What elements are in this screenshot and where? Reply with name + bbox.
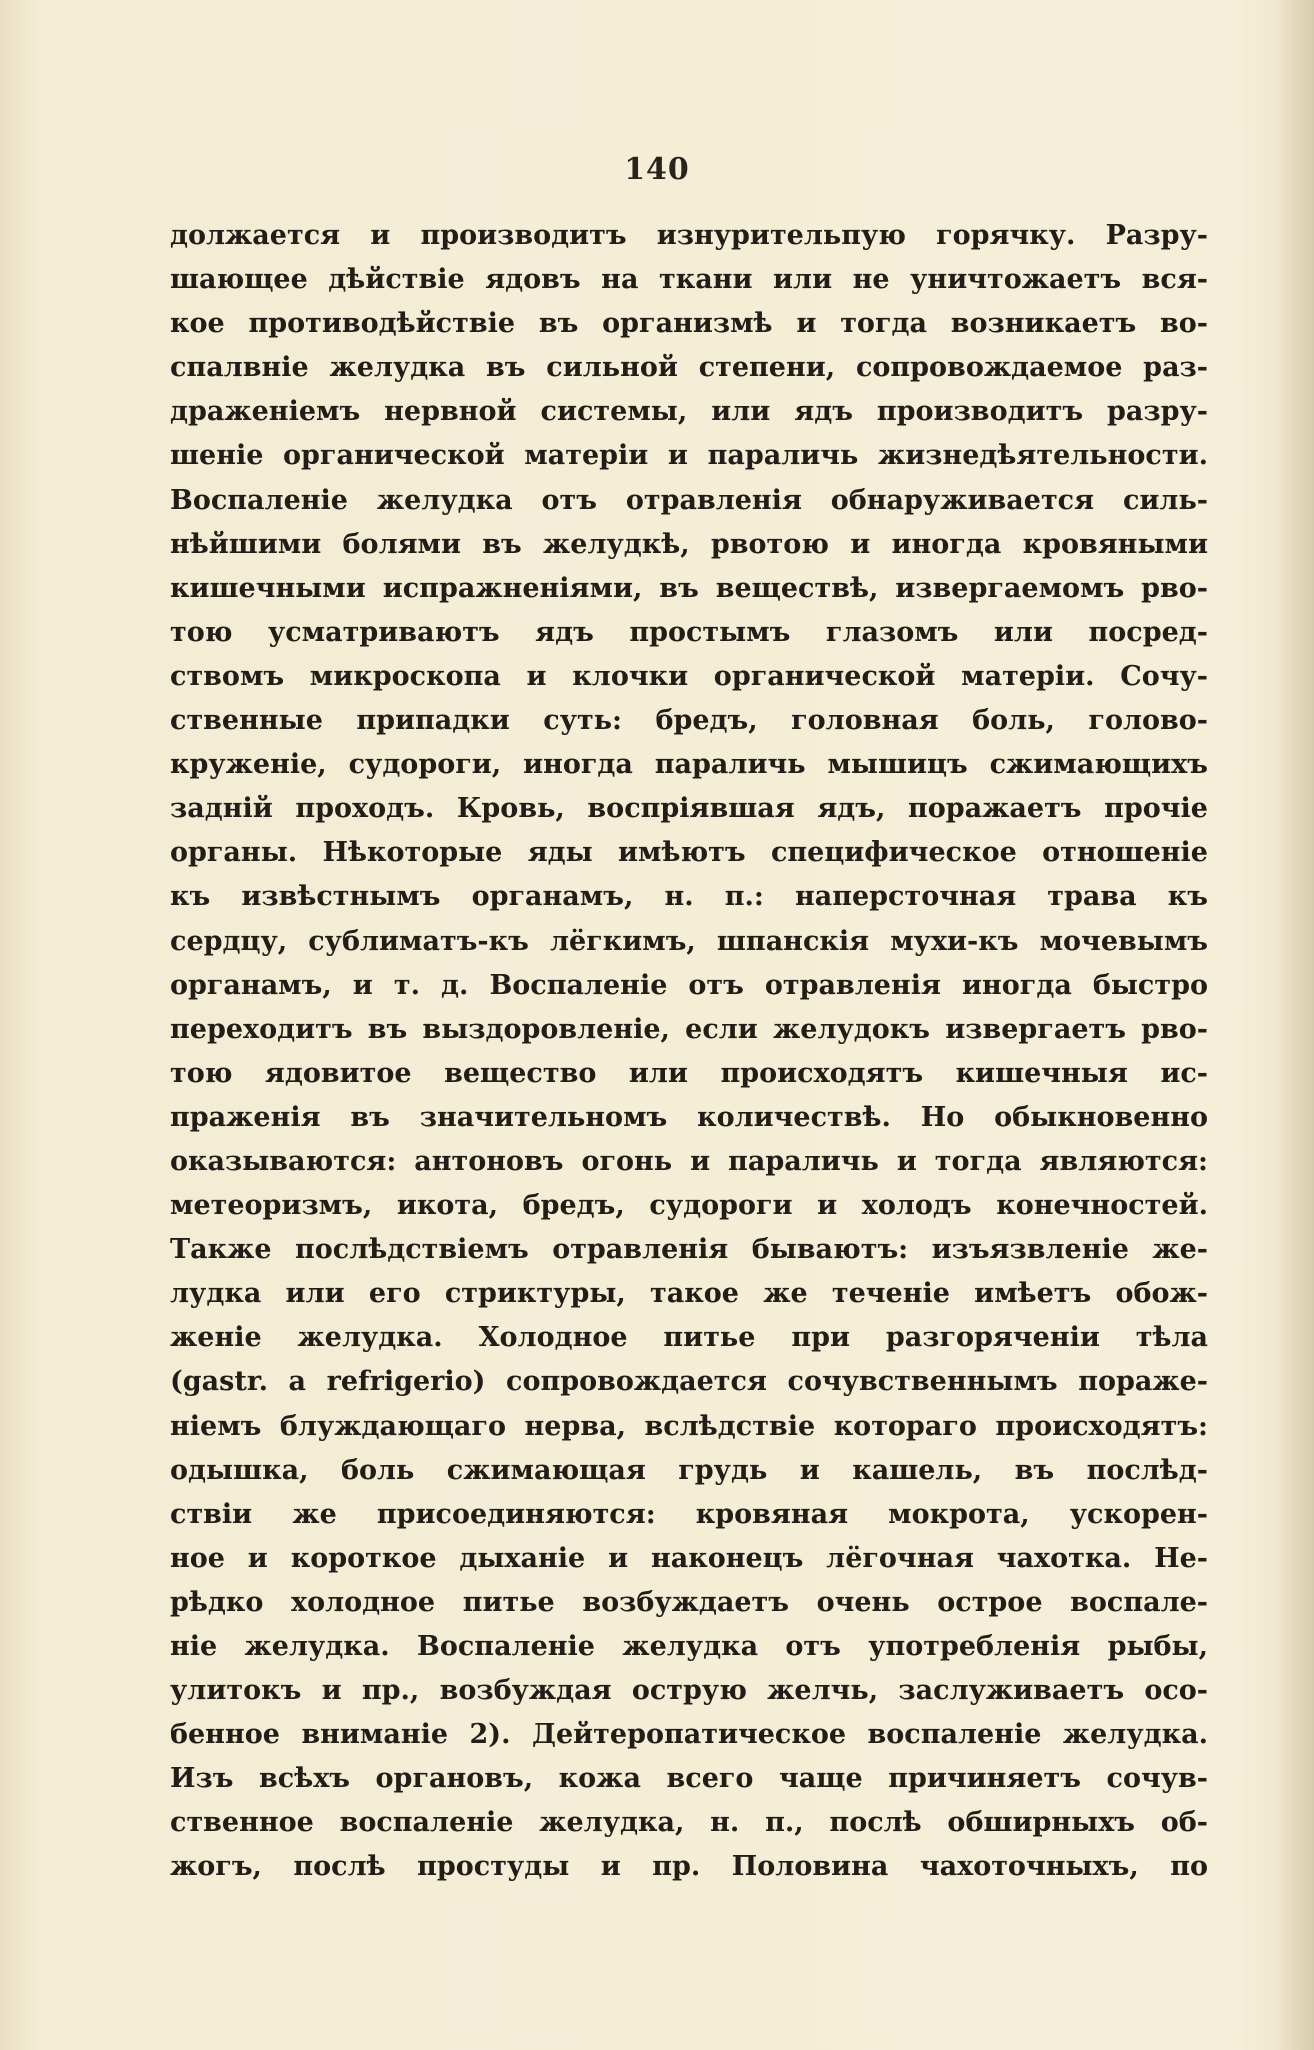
text-line: (gastr. a refrigerio) сопровождается сочувственнымъ пораже- <box>170 1366 1208 1398</box>
text-line: переходитъ въ выздоровленіе, если желудокъ извергаетъ рво- <box>170 1013 1208 1045</box>
text-line: нѣйшими болями въ желудкѣ, рвотою и иногда кровяными <box>170 528 1208 560</box>
text-line: праженія въ значительномъ количествѣ. Но обыкновенно <box>170 1101 1208 1133</box>
text-line: рѣдко холодное питье возбуждаетъ очень острое воспале- <box>170 1586 1208 1618</box>
text-line: органы. Нѣкоторые яды имѣютъ специфическое отношеніе <box>170 837 1208 869</box>
text-line: Изъ всѣхъ органовъ, кожа всего чаще причиняетъ сочув- <box>170 1763 1208 1795</box>
text-line: ственные припадки суть: бредъ, головная боль, голово- <box>170 705 1208 737</box>
text-line: спалвніе желудка въ сильной степени, сопровождаемое раз- <box>170 352 1208 384</box>
text-line: улитокъ и пр., возбуждая острую желчь, заслуживаетъ осо- <box>170 1675 1208 1707</box>
text-line: метеоризмъ, икота, бредъ, судороги и холодъ конечностей. <box>170 1190 1208 1222</box>
text-line: тою ядовитое вещество или происходятъ кишечныя ис- <box>170 1057 1208 1089</box>
text-line: ствіи же присоединяются: кровяная мокрота, ускорен- <box>170 1498 1208 1530</box>
text-line: ствомъ микроскопа и клочки органической матеріи. Сочу- <box>170 660 1208 692</box>
text-line: задній проходъ. Кровь, воспріявшая ядъ, поражаетъ прочіе <box>170 793 1208 825</box>
text-line: ніе желудка. Воспаленіе желудка отъ употребленія рыбы, <box>170 1631 1208 1662</box>
text-line: оказываются: антоновъ огонь и параличь и тогда являются: <box>170 1145 1208 1177</box>
text-line: шеніе органической матеріи и параличь жизнедѣятельности. <box>170 440 1208 472</box>
text-line: лудка или его стриктуры, такое же теченіе имѣетъ обож- <box>170 1278 1208 1310</box>
text-line: къ извѣстнымъ органамъ, н. п.: наперсточная трава къ <box>170 881 1208 913</box>
text-line: жогъ, послѣ простуды и пр. Половина чахоточныхъ, по <box>170 1851 1208 1883</box>
text-line: бенное вниманіе 2). Дейтеропатическое воспаленіе желудка. <box>170 1719 1208 1751</box>
text-line: Воспаленіе желудка отъ отравленія обнаруживается силь- <box>170 484 1208 516</box>
text-line: одышка, боль сжимающая грудь и кашель, въ послѣд- <box>170 1454 1208 1486</box>
text-line: органамъ, и т. д. Воспаленіе отъ отравленія иногда быстро <box>170 969 1208 1001</box>
page-number: 140 <box>624 152 690 187</box>
text-line: сердцу, сублиматъ-къ лёгкимъ, шпанскія мухи-къ мочевымъ <box>170 925 1208 957</box>
text-line: кишечными испражненіями, въ веществѣ, извергаемомъ рво- <box>170 572 1208 604</box>
text-line: ніемъ блуждающаго нерва, вслѣдствіе котораго происходятъ: <box>170 1410 1208 1442</box>
text-line: шающее дѣйствіе ядовъ на ткани или не уничтожаетъ вся- <box>170 264 1208 296</box>
text-line: должается и производитъ изнурительпую горячку. Разру- <box>170 220 1208 251</box>
text-line: тою усматриваютъ ядъ простымъ глазомъ или посред- <box>170 616 1208 648</box>
page-edge-shadow <box>1274 0 1314 2050</box>
text-line: ственное воспаленіе желудка, н. п., послѣ обширныхъ об- <box>170 1807 1208 1839</box>
text-line: кое противодѣйствіе въ организмѣ и тогда возникаетъ во- <box>170 308 1208 340</box>
text-line: ное и короткое дыханіе и наконецъ лёгочная чахотка. Не- <box>170 1542 1208 1574</box>
text-line: круженіе, судороги, иногда параличь мышицъ сжимающихъ <box>170 749 1208 781</box>
text-line: драженіемъ нервной системы, или ядъ производитъ разру- <box>170 396 1208 428</box>
text-line: Также послѣдствіемъ отравленія бываютъ: изъязвленіе же- <box>170 1234 1208 1266</box>
text-line: женіе желудка. Холодное питье при разгоряченіи тѣла <box>170 1322 1208 1354</box>
body-text <box>170 214 1208 1890</box>
